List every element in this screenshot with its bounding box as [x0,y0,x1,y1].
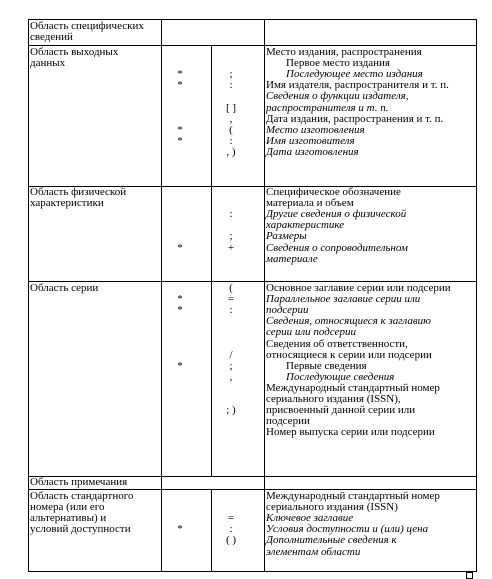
element-text: Имя изготовителя [266,134,355,147]
element-text: серии или подсерии [266,326,356,339]
element-text: элементам области [266,545,361,558]
punctuation-sign: , [229,370,233,383]
column-divider [211,281,212,477]
element-text: Параллельное заглавие серии или [266,293,421,306]
obligation-mark: * [177,68,183,81]
column-divider [28,489,29,572]
column-divider [28,476,29,490]
element-text: присвоенный данной серии или [266,404,416,417]
document-table [28,19,477,571]
element-text: материала и объем [266,197,354,210]
element-text: Сведения о функции издателя, [266,90,409,103]
column-divider [476,186,477,282]
punctuation-sign: : [229,134,233,147]
obligation-mark: * [177,241,183,254]
column-divider [161,476,162,490]
column-divider [211,489,212,572]
column-divider [476,281,477,477]
punctuation-sign: ; [229,359,233,372]
punctuation-sign: : [229,208,233,221]
element-text: Международный стандартный номер [266,490,440,502]
obligation-mark: * [177,359,183,372]
column-divider [28,186,29,282]
area-name: условий доступности [30,523,131,536]
obligation-mark: * [177,123,183,136]
column-divider [211,186,212,282]
punctuation-sign: , ) [226,145,236,158]
area-name: сведений [30,31,73,44]
column-divider [28,19,29,46]
column-divider [161,186,162,282]
element-text: Размеры [266,230,307,243]
element-text: подсерии [266,304,309,317]
element-text: Первое место издания [286,57,390,70]
area-name: альтернативы) и [30,512,107,525]
punctuation-sign: ( [229,282,233,294]
column-divider [211,45,212,187]
element-text: Сведения об ответственности, [266,337,408,350]
column-divider [264,281,265,477]
punctuation-sign: ; [229,68,233,81]
column-divider [28,45,29,187]
obligation-mark: * [177,523,183,536]
column-divider [161,19,162,46]
punctuation-sign: = [227,512,235,525]
element-text: Номер выпуска серии или подсерии [266,426,435,439]
element-text: Дата издания, распространения и т. п. [266,112,444,125]
element-text: Сведения о сопроводительном [266,241,408,254]
area-name: Область выходных [30,46,119,58]
punctuation-sign: + [227,241,235,254]
area-name: Область стандартного [30,490,134,502]
area-name: характеристики [30,197,104,210]
punctuation-sign: ( [229,123,233,136]
element-text: Последующие сведения [286,370,395,383]
punctuation-sign: ; [229,230,233,243]
obligation-mark: * [177,304,183,317]
element-text: Дата изготовления [266,145,359,158]
element-text: относящиеся к серии или подсерии [266,348,432,361]
area-name: номера (или его [30,501,105,514]
obligation-mark: * [177,134,183,147]
element-text: Имя издателя, распространителя и т. п. [266,79,449,92]
punctuation-sign: / [229,348,233,361]
area-name: данных [30,57,66,70]
column-divider [161,281,162,477]
row-divider [28,571,477,572]
punctuation-sign: : [229,304,233,317]
punctuation-sign: : [229,523,233,536]
area-name: Область физической [30,186,127,198]
element-text: характеристике [266,219,345,232]
element-text: сериального издания (ISSN), [266,393,401,405]
column-divider [264,489,265,572]
column-divider [476,476,477,490]
element-text: Условия доступности и (или) цена [266,523,429,536]
area-name: Область специфических [30,20,144,32]
element-text: Основное заглавие серии или подсерии [266,282,451,294]
element-text: Ключевое заглавие [266,512,354,525]
punctuation-sign: , [229,112,233,125]
column-divider [161,489,162,572]
column-divider [264,186,265,282]
element-text: Дополнительные сведения к [266,534,397,547]
element-text: Последующее место издания [286,68,423,81]
column-divider [476,19,477,46]
column-divider [264,45,265,187]
element-text: Международный стандартный номер [266,381,440,394]
punctuation-sign: [ ] [225,101,237,114]
element-text: Сведения, относящиеся к заглавию [266,315,431,328]
element-text: подсерии [266,415,310,428]
area-name: Область серии [30,282,99,294]
corner-marker [466,572,473,579]
punctuation-sign: ( ) [225,534,237,547]
element-text: Место изготовления [266,123,365,136]
punctuation-sign: : [229,79,233,92]
punctuation-sign: = [227,293,235,306]
element-text: Другие сведения о физической [266,208,407,221]
column-divider [476,45,477,187]
element-text: сериального издания (ISSN) [266,501,398,514]
obligation-mark: * [177,79,183,92]
element-text: Первые сведения [286,359,367,372]
obligation-mark: * [177,293,183,306]
column-divider [264,19,265,46]
element-text: материале [266,252,318,265]
punctuation-sign: ; ) [226,404,236,417]
column-divider [264,476,265,490]
column-divider [161,45,162,187]
column-divider [28,281,29,477]
element-text: Место издания, распространения [266,46,422,58]
element-text: Специфическое обозначение [266,186,401,198]
area-name: Область примечания [30,476,128,488]
column-divider [476,489,477,572]
element-text: распространителя и т. п. [266,101,389,114]
